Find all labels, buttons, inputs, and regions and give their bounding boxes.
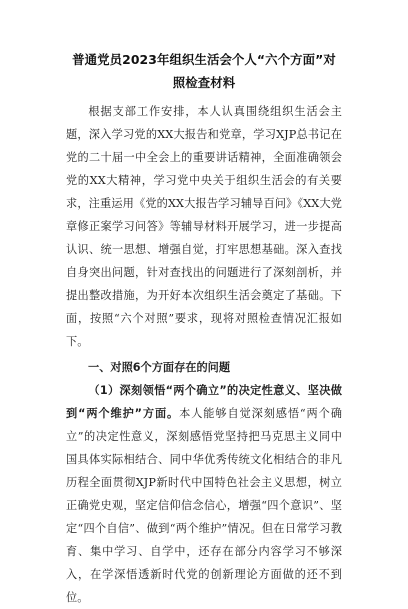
section-heading: 一、对照6个方面存在的问题 bbox=[88, 361, 231, 374]
intro-paragraph: 根据支部工作安排，本人认真围绕组织生活会主题，深入学习党的XX大报告和党章，学习XJP总书记在党的二十届一中全会上的重要讲话精神，全面准确领会党的XX大精神，学习党中央关于组织生活会的有关要求，注重运用《党的XX大报告学习辅导百问》《XX大党章修正案学习问答》等辅导材料开展学习，进一步提高认识、统一思想、增强自觉，打牢思想基础。深入查找自身突出问题，针对查找出的问题进行了深刻剖析，并提出整改措施，为开好本次组织生活会奠定了基础。下面，按照“六个对照”要求，现将对照检查情况汇报如下。 bbox=[66, 105, 342, 348]
section-1-lead: （1）深刻领悟“两个确立”的决定性意义、坚决做到“两个维护”方面。 bbox=[66, 384, 342, 420]
document-title: 普通党员2023年组织生活会个人“六个方面”对照检查材料 bbox=[72, 52, 336, 90]
section-1-paragraph bbox=[66, 379, 342, 609]
section-1-body: 本人能够自觉深刻感悟“两个确立”的决定性意义，深刻感悟党坚持把马克思主义同中国具体实际相结合、同中华优秀传统文化相结合的非凡历程全面贯彻XJP新时代中国特色社会主义思想，树立正确党史观，坚定信仰信念信心，增强“四个意识”、坚定“四个自信”、做到“两个维护”情况。但在日常学习教育、集中学习、自学中，还存在部分内容学习不够深入，在学深悟透新时代党的创新理论方面做的还不到位。 bbox=[66, 407, 342, 604]
